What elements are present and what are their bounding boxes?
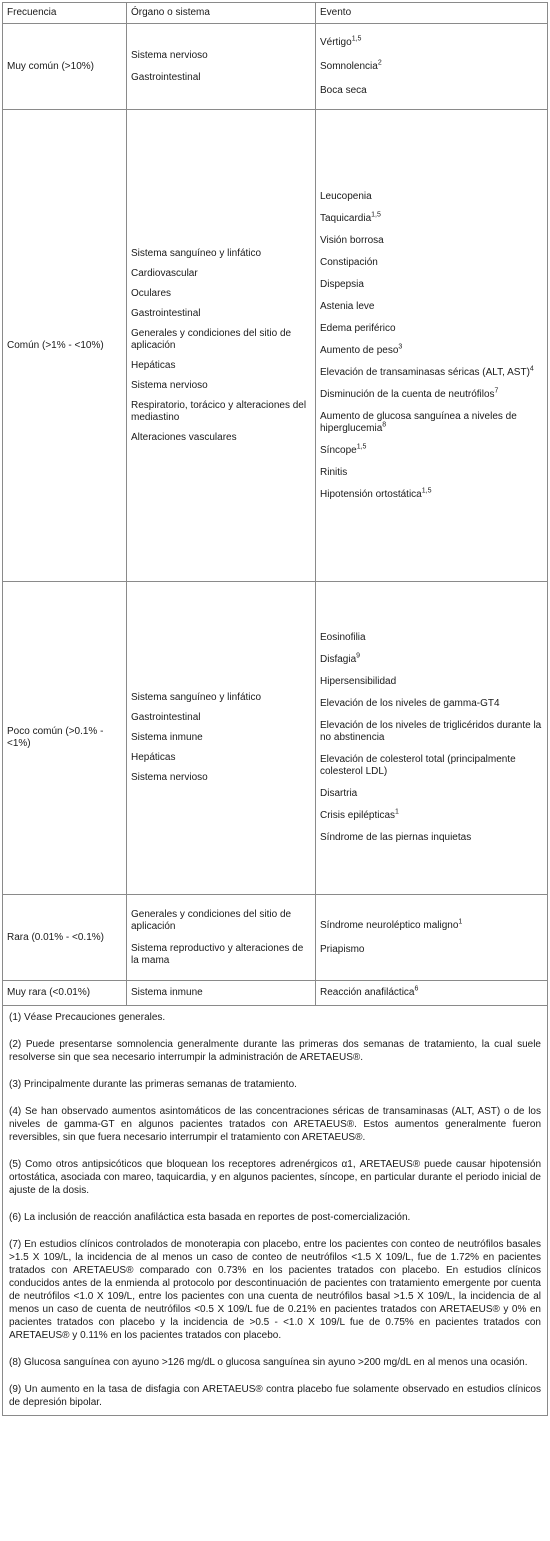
organ-cell <box>127 110 316 582</box>
footnote: (3) Principalmente durante las primeras semanas de tratamiento. <box>9 1079 297 1090</box>
notes-row <box>3 1006 548 1416</box>
footnote-reference: 8 <box>382 421 387 429</box>
organ-item: Respiratorio, torácico y alteraciones del mediastino <box>131 399 307 423</box>
footnote: (5) Como otros antipsicóticos que bloquean los receptores adrenérgicos α1, ARETAEUS® puede causar hipotensión ortostática, asociada con mareo, taquicardia, y en algunos pacientes, síncope, en particular durante el periodo inicial de ajuste de la dosis. <box>9 1159 541 1196</box>
footnote-reference: 1 <box>395 808 399 816</box>
organ-item: Hepáticas <box>131 752 176 763</box>
organ-item: Sistema sanguíneo y linfático <box>131 692 262 703</box>
organ-cell <box>127 895 316 981</box>
table-row <box>3 110 548 582</box>
event-cell <box>316 981 548 1006</box>
event-item: Síndrome neuroléptico maligno$^1$ <box>320 918 463 931</box>
table-row <box>3 895 548 981</box>
event-item: Somnolencia$^2$ <box>320 59 382 72</box>
event-item: Disfagia$^9$ <box>320 652 361 665</box>
event-cell <box>316 582 548 895</box>
table-row <box>3 981 548 1006</box>
footnote-reference: 3 <box>398 343 403 351</box>
organ-item: Sistema nervioso <box>131 772 208 783</box>
table-row <box>3 582 548 895</box>
footnote-reference: 9 <box>356 652 361 660</box>
frequency-cell: Poco común (>0.1% - <1%) <box>3 582 127 895</box>
event-item: Priapismo <box>320 943 365 955</box>
event-item: Aumento de glucosa sanguínea a niveles de hiperglucemia$^8$ <box>320 410 517 434</box>
adverse-events-table <box>2 2 548 1416</box>
event-item: Síndrome de las piernas inquietas <box>320 832 472 843</box>
organ-item: Sistema inmune <box>131 732 203 743</box>
footnote-reference: 1,5 <box>371 211 381 219</box>
event-cell <box>316 110 548 582</box>
event-item: Constipación <box>320 256 378 268</box>
event-item: Síncope$^{1,5}$ <box>320 443 367 456</box>
event-item: Taquicardia$^{1,5}$ <box>320 211 381 224</box>
event-item: Elevación de colesterol total (principalmente colesterol LDL) <box>320 754 516 777</box>
organ-item: Gastrointestinal <box>131 712 201 723</box>
organ-item: Sistema sanguíneo y linfático <box>131 247 262 259</box>
organ-item: Gastrointestinal <box>131 71 201 83</box>
organ-item: Cardiovascular <box>131 267 198 279</box>
event-item: Edema periférico <box>320 322 396 334</box>
organ-item: Generales y condiciones del sitio de aplicación <box>131 908 292 932</box>
event-item: Leucopenia <box>320 190 372 202</box>
organ-item: Gastrointestinal <box>131 307 201 319</box>
footnote-reference: 2 <box>377 59 382 67</box>
header-row <box>3 3 548 24</box>
organ-item: Generales y condiciones del sitio de aplicación <box>131 327 292 351</box>
event-item: Hipotensión ortostática$^{1,5}$ <box>320 487 432 500</box>
footnote: (8) Glucosa sanguínea con ayuno >126 mg/dL o glucosa sanguínea sin ayuno >200 mg/dL en al menos una ocasión. <box>9 1357 528 1368</box>
event-item: Vértigo$^{1,5}$ <box>320 35 362 48</box>
event-item: Rinitis <box>320 466 348 478</box>
header-event: Evento <box>316 3 548 24</box>
event-item: Boca seca <box>320 84 367 96</box>
footnote: (1) Véase Precauciones generales. <box>9 1012 166 1023</box>
frequency-cell: Rara (0.01% - <0.1%) <box>3 895 127 981</box>
footnote: (2) Puede presentarse somnolencia generalmente durante las primeras dos semanas de tratamiento, la cual suele resolverse sin que sea necesario interrumpir la administración de ARETAEUS®. <box>9 1039 541 1063</box>
organ-cell <box>127 981 316 1006</box>
footnote: (4) Se han observado aumentos asintomáticos de las concentraciones séricas de transaminasas (ALT, AST) o de los niveles de gamma-GT en algunos pacientes tratados con ARETAEUS®. Estos aumentos generalmente fueron reversibles, sin que fuera necesario interrumpir el tratamiento con ARETAEUS®. <box>9 1106 541 1143</box>
organ-item: Alteraciones vasculares <box>131 431 237 443</box>
organ-item: Sistema nervioso <box>131 379 208 391</box>
event-item: Astenia leve <box>320 300 375 312</box>
event-item: Visión borrosa <box>320 234 384 246</box>
event-item: Crisis epilépticas$^1$ <box>320 808 399 821</box>
organ-item: Oculares <box>131 287 172 299</box>
footnote-reference: 4 <box>529 365 534 373</box>
organ-cell <box>127 24 316 110</box>
frequency-cell: Común (>1% - <10%) <box>3 110 127 582</box>
event-item: Elevación de los niveles de triglicéridos durante la no abstinencia <box>320 720 542 743</box>
footnote-reference: 1,5 <box>356 443 367 451</box>
footnotes-cell <box>3 1006 548 1416</box>
footnote: (6) La inclusión de reacción anafiláctica esta basada en reportes de post-comercialización. <box>9 1212 411 1223</box>
organ-item: Sistema inmune <box>131 987 203 998</box>
event-item: Reacción anafiláctica$^6$ <box>320 985 419 998</box>
event-item: Dispepsia <box>320 278 364 290</box>
event-cell <box>316 24 548 110</box>
event-item: Disminución de la cuenta de neutrófilos$^7$ <box>320 387 499 400</box>
frequency-cell: Muy rara (<0.01%) <box>3 981 127 1006</box>
event-item: Aumento de peso$^3$ <box>320 343 403 356</box>
footnote: (9) Un aumento en la tasa de disfagia con ARETAEUS® contra placebo fue solamente observado en estudios clínicos de depresión bipolar. <box>9 1384 541 1408</box>
event-item: Elevación de transaminasas séricas (ALT, AST)$^4$ <box>320 365 534 378</box>
table-row <box>3 24 548 110</box>
footnote: (7) En estudios clínicos controlados de monoterapia con placebo, entre los pacientes con conteo de neutrófilos basales >1.5 X 109/L, la incidencia de al menos un caso de conteo de neutrófilos <1.5 X 109/L, fue de 1.72% en pacientes tratados con ARETAEUS® comparado con 0.73% en los pacientes tratados con placebo. En estudios clínicos conducidos antes de la enmienda al protocolo por descontinuación de pacientes con tratamiento emergente por cuenta de neutrófilos <1.0 X 109/L, entre los pacientes con una cuenta de neutrófilos basal >1.5 X 109/L, la incidencia de al menos un caso de cuenta de neutrófilos <0.5 X 109/L fue de 0.21% en pacientes tratados con ARETAEUS® y 0% en pacientes tratados con placebo y la incidencia de >0.5 - <1.0 X 109/L fue de 0.75% en pacientes tratados con ARETAEUS® y 0.11% en los pacientes tratados con placebo. <box>9 1239 541 1341</box>
event-item: Elevación de los niveles de gamma-GT4 <box>320 698 500 709</box>
organ-cell <box>127 582 316 895</box>
footnote-reference: 1 <box>458 918 463 926</box>
footnote-reference: 1,5 <box>421 487 432 495</box>
footnote-reference: 1,5 <box>351 35 362 43</box>
event-item: Disartria <box>320 788 358 799</box>
footnote-reference: 7 <box>494 387 499 395</box>
event-item: Hipersensibilidad <box>320 676 397 687</box>
organ-item: Sistema nervioso <box>131 49 208 61</box>
event-cell <box>316 895 548 981</box>
organ-item: Hepáticas <box>131 359 176 371</box>
footnote-reference: 6 <box>414 985 419 993</box>
header-organ: Órgano o sistema <box>127 3 316 24</box>
frequency-cell: Muy común (>10%) <box>3 24 127 110</box>
header-frequency: Frecuencia <box>3 3 127 24</box>
organ-item: Sistema reproductivo y alteraciones de la mama <box>131 942 304 966</box>
event-item: Eosinofilia <box>320 632 366 643</box>
